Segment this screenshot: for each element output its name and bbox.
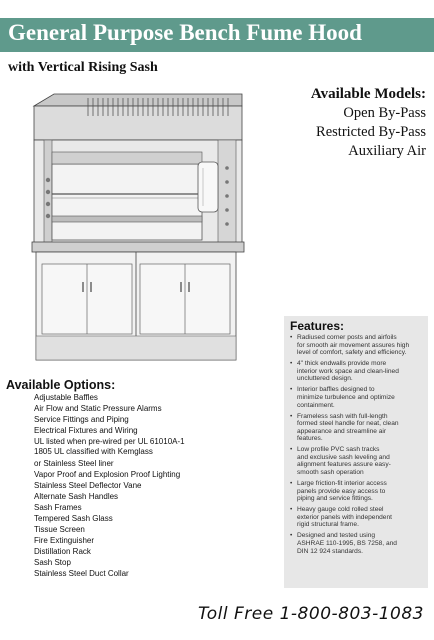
feature-line: uncluttered design.: [297, 375, 353, 383]
option-item: Distillation Rack: [34, 547, 91, 556]
feature-item: [290, 446, 428, 476]
available-models: [311, 84, 426, 161]
option-item: Fire Extinguisher: [34, 536, 95, 545]
models-heading: Available Models:: [310, 86, 426, 102]
feature-line: exterior panels with independent: [297, 513, 392, 521]
options-list: [34, 392, 185, 579]
option-item: Service Fittings and Piping: [34, 415, 129, 424]
option-item: Tempered Sash Glass: [34, 514, 113, 523]
feature-line: piping and service fittings.: [297, 495, 373, 503]
toll-free-number: Toll Free 1-800-803-1083: [197, 604, 424, 624]
feature-line: 4" thick endwalls provide more: [297, 360, 387, 368]
bullet-icon: •: [290, 532, 293, 540]
feature-line: panels provide easy access to: [297, 487, 386, 495]
bullet-icon: •: [290, 360, 293, 368]
feature-item: [290, 386, 428, 409]
bullet-icon: •: [290, 334, 293, 341]
feature-line: rigid structural frame.: [297, 521, 359, 529]
feature-line: smooth sash operation: [297, 469, 364, 477]
feature-line: minimize turbulence and optimize: [297, 393, 395, 401]
feature-line: for smooth air movement assures high: [297, 341, 410, 349]
feature-item: [290, 413, 428, 443]
options-heading: Available Options:: [6, 378, 116, 392]
feature-item: [290, 334, 428, 357]
bullet-icon: •: [290, 506, 293, 514]
feature-line: Heavy gauge cold rolled steel: [297, 506, 384, 514]
option-item: Sash Frames: [34, 503, 82, 512]
feature-line: appearance and streamline air: [297, 427, 387, 435]
option-item: or Stainless Steel liner: [34, 459, 114, 468]
feature-item: [290, 360, 428, 383]
option-item: 1805 UL classified with Kemglass: [34, 447, 153, 456]
feature-line: features.: [297, 435, 323, 443]
feature-line: DIN 12 924 standards.: [297, 547, 363, 555]
feature-line: ASHRAE 110-1995, BS 7258, and: [297, 539, 397, 547]
feature-line: formed steel handle for neat, clean: [297, 420, 399, 428]
option-item: Stainless Steel Deflector Vane: [34, 481, 142, 490]
option-item: Air Flow and Static Pressure Alarms: [34, 404, 162, 413]
feature-item: [290, 480, 428, 503]
option-item: Alternate Sash Handles: [34, 492, 119, 501]
features-list: [290, 334, 428, 559]
feature-line: Interior baffles designed to: [297, 386, 375, 394]
bullet-icon: •: [290, 412, 293, 420]
feature-line: containment.: [297, 401, 335, 409]
features-heading: Features:: [290, 319, 345, 333]
page-title: General Purpose Bench Fume Hood: [8, 20, 362, 45]
bullet-icon: •: [290, 386, 293, 394]
feature-line: Designed and tested using: [297, 532, 376, 540]
option-item: Adjustable Baffles: [34, 393, 98, 402]
option-item: Electrical Fixtures and Wiring: [34, 426, 138, 435]
bullet-icon: •: [290, 480, 293, 488]
feature-line: level of comfort, safety and efficiency.: [297, 349, 407, 357]
fume-hood-illustration: [28, 92, 253, 364]
feature-line: Large friction-fit interior access: [297, 480, 387, 488]
feature-line: Low profile PVC sash tracks: [297, 446, 380, 454]
feature-line: interior work space and clean-lined: [297, 367, 399, 375]
feature-item: [290, 506, 428, 529]
feature-item: [290, 532, 428, 555]
page-subtitle: with Vertical Rising Sash: [8, 60, 158, 75]
feature-line: alignment features assure easy-: [297, 461, 391, 469]
model-item: Restricted By-Pass: [316, 124, 426, 140]
model-item: Open By-Pass: [343, 105, 426, 121]
feature-line: and exclusive sash leveling and: [297, 453, 390, 461]
option-item: Tissue Screen: [34, 525, 85, 534]
feature-line: Frameless sash with full-length: [297, 412, 388, 420]
option-item: Stainless Steel Duct Collar: [34, 569, 129, 578]
model-item: Auxiliary Air: [348, 143, 426, 159]
option-item: Sash Stop: [34, 558, 71, 567]
option-item: Vapor Proof and Explosion Proof Lighting: [34, 470, 181, 479]
option-item: UL listed when pre-wired per UL 61010A-1: [34, 437, 185, 446]
bullet-icon: •: [290, 446, 293, 454]
feature-line: Radiused corner posts and airfoils: [297, 334, 397, 341]
